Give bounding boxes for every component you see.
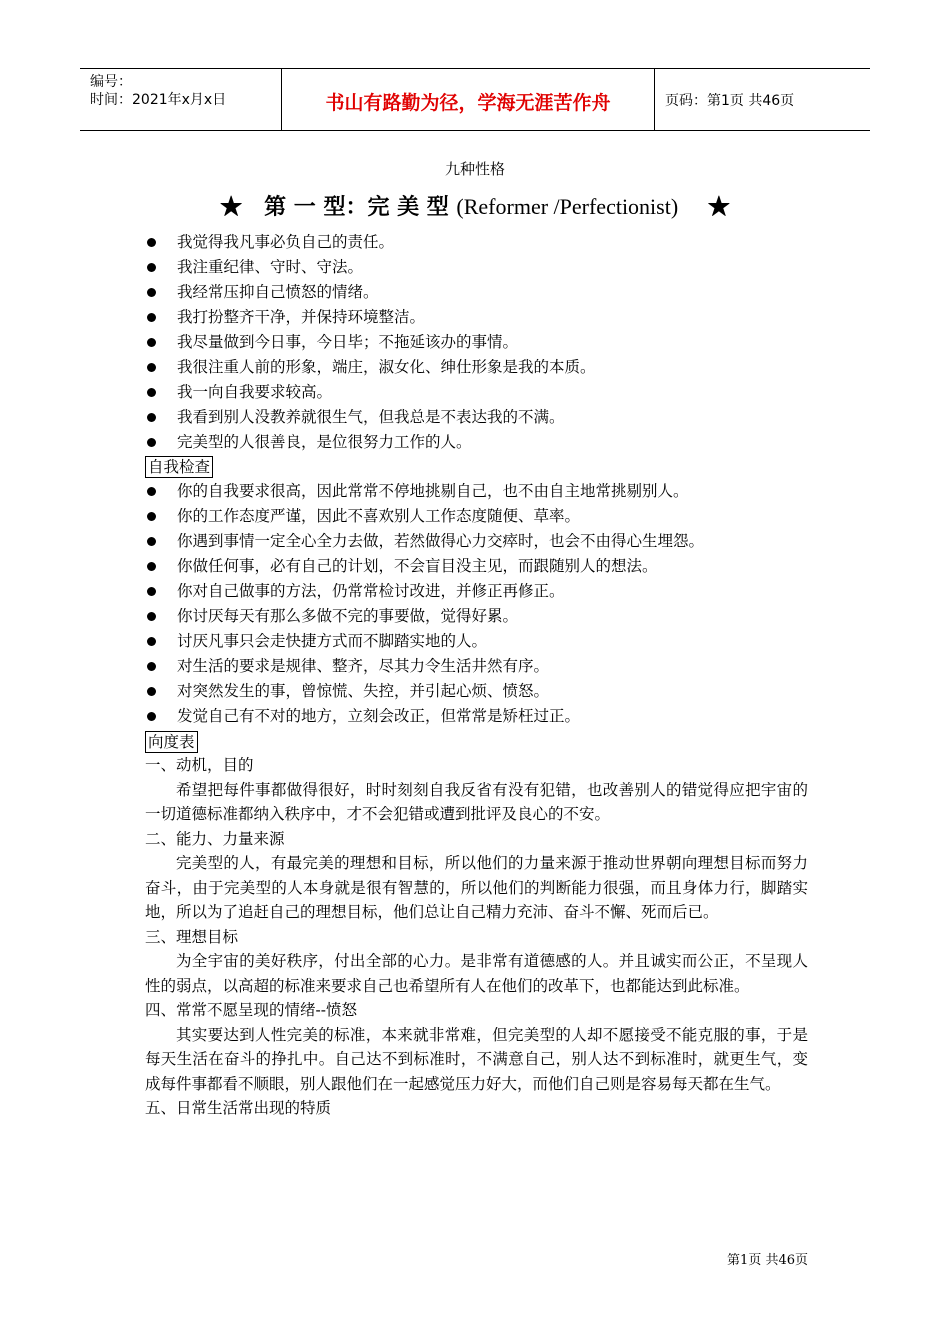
bullet-icon (147, 662, 156, 671)
trait-list (145, 230, 825, 455)
list-item: 发觉自己有不对的地方，立刻会改正，但常常是矫枉过正。 (145, 704, 825, 729)
bullet-icon (147, 537, 156, 546)
bullet-icon (147, 562, 156, 571)
self-check-list (145, 479, 825, 729)
section-title (0, 190, 950, 221)
list-item: 你的工作态度严谨，因此不喜欢别人工作态度随便、草率。 (145, 504, 825, 529)
list-item: 对生活的要求是规律、整齐，尽其力令生活井然有序。 (145, 654, 825, 679)
list-item: 我一向自我要求较高。 (145, 380, 825, 405)
dimension-sections (145, 753, 808, 1121)
bullet-icon (147, 313, 156, 322)
header-info-cell (80, 69, 281, 130)
header-motto-cell (281, 69, 655, 130)
list-item: 你做任何事，必有自己的计划，不会盲目没主见，而跟随别人的想法。 (145, 554, 825, 579)
list-item: 完美型的人很善良，是位很努力工作的人。 (145, 430, 825, 455)
list-item: 我看到别人没教养就很生气，但我总是不表达我的不满。 (145, 405, 825, 430)
section-heading: 一、动机，目的 (145, 756, 254, 774)
page-header (80, 68, 870, 131)
self-check-heading: 自我检查 (145, 456, 213, 478)
section-title-prefix: ★ 第 一 型：完 美 型 (220, 194, 457, 220)
bullet-icon (147, 712, 156, 721)
list-item: 讨厌凡事只会走快捷方式而不脚踏实地的人。 (145, 629, 825, 654)
section-heading: 五、日常生活常出现的特质 (145, 1099, 332, 1117)
section-heading: 二、能力、力量来源 (145, 829, 285, 848)
bullet-icon (147, 413, 156, 422)
document-title: 九种性格 (444, 160, 505, 178)
bullet-icon (147, 288, 156, 297)
list-item: 你的自我要求很高，因此常常不停地挑剔自己，也不由自主地常挑剔别人。 (145, 479, 825, 504)
list-item: 我注重纪律、守时、守法。 (145, 255, 825, 280)
bullet-icon (147, 263, 156, 272)
bullet-icon (147, 363, 156, 372)
section-paragraph: 希望把每件事都做得很好，时时刻刻自我反省有没有犯错，也改善别人的错觉得应把宇宙的一切道德标准都纳入秩序中，才不会犯错或遭到批评及良心的不安。 (145, 780, 808, 823)
list-item: 我经常压抑自己愤怒的情绪。 (145, 280, 825, 305)
bullet-icon (147, 612, 156, 621)
motto: 书山有路勤为径，学海无涯苦作舟 (325, 92, 611, 114)
section-title-english: (Reformer /Perfectionist) (456, 194, 679, 219)
bullet-icon (147, 388, 156, 397)
list-item: 对突然发生的事，曾惊慌、失控，并引起心烦、愤怒。 (145, 679, 825, 704)
list-item: 你讨厌每天有那么多做不完的事要做，觉得好累。 (145, 604, 825, 629)
section-title-suffix: ★ (678, 194, 730, 220)
bullet-icon (147, 238, 156, 247)
number-label: 编号： (90, 74, 132, 90)
bullet-icon (147, 512, 156, 521)
section-heading: 三、理想目标 (145, 927, 239, 946)
list-item: 我打扮整齐干净，并保持环境整洁。 (145, 305, 825, 330)
page-label: 页码：第1页 共46页 (665, 93, 795, 109)
time-label: 时间：2021年x月x日 (90, 92, 227, 108)
bullet-icon (147, 338, 156, 347)
dimension-heading: 向度表 (145, 731, 198, 753)
section-paragraph: 完美型的人，有最完美的理想和目标，所以他们的力量来源于推动世界朝向理想目标而努力奋斗，由于完美型的人本身就是很有智慧的，所以他们的判断能力很强，而且身体力行，脚踏实地，所以为了追赶自己的理想目标，他们总让自己精力充沛、奋斗不懈、死而后已。 (145, 854, 808, 921)
page-footer: 第1页 共46页 (727, 1253, 808, 1268)
list-item: 你遇到事情一定全心全力去做，若然做得心力交瘁时，也会不由得心生埋怨。 (145, 529, 825, 554)
bullet-icon (147, 587, 156, 596)
bullet-icon (147, 487, 156, 496)
list-item: 我很注重人前的形象，端庄，淑女化、绅仕形象是我的本质。 (145, 355, 825, 380)
section-heading: 四、常常不愿呈现的情绪--愤怒 (145, 1001, 357, 1019)
header-page-cell (655, 69, 870, 130)
list-item: 我觉得我凡事必负自己的责任。 (145, 230, 825, 255)
bullet-icon (147, 687, 156, 696)
list-item: 你对自己做事的方法，仍常常检讨改进，并修正再修正。 (145, 579, 825, 604)
list-item: 我尽量做到今日事，今日毕；不拖延该办的事情。 (145, 330, 825, 355)
bullet-icon (147, 637, 156, 646)
section-paragraph: 为全宇宙的美好秩序，付出全部的心力。是非常有道德感的人。并且诚实而公正，不呈现人性的弱点，以高超的标准来要求自己也希望所有人在他们的改革下，也都能达到此标准。 (145, 952, 808, 995)
section-paragraph: 其实要达到人性完美的标准，本来就非常难，但完美型的人却不愿接受不能克服的事，于是每天生活在奋斗的挣扎中。自己达不到标准时，不满意自己，别人达不到标准时，就更生气，变成每件事都看不顺眼，别人跟他们在一起感觉压力好大，而他们自己则是容易每天都在生气。 (145, 1025, 808, 1093)
bullet-icon (147, 438, 156, 447)
